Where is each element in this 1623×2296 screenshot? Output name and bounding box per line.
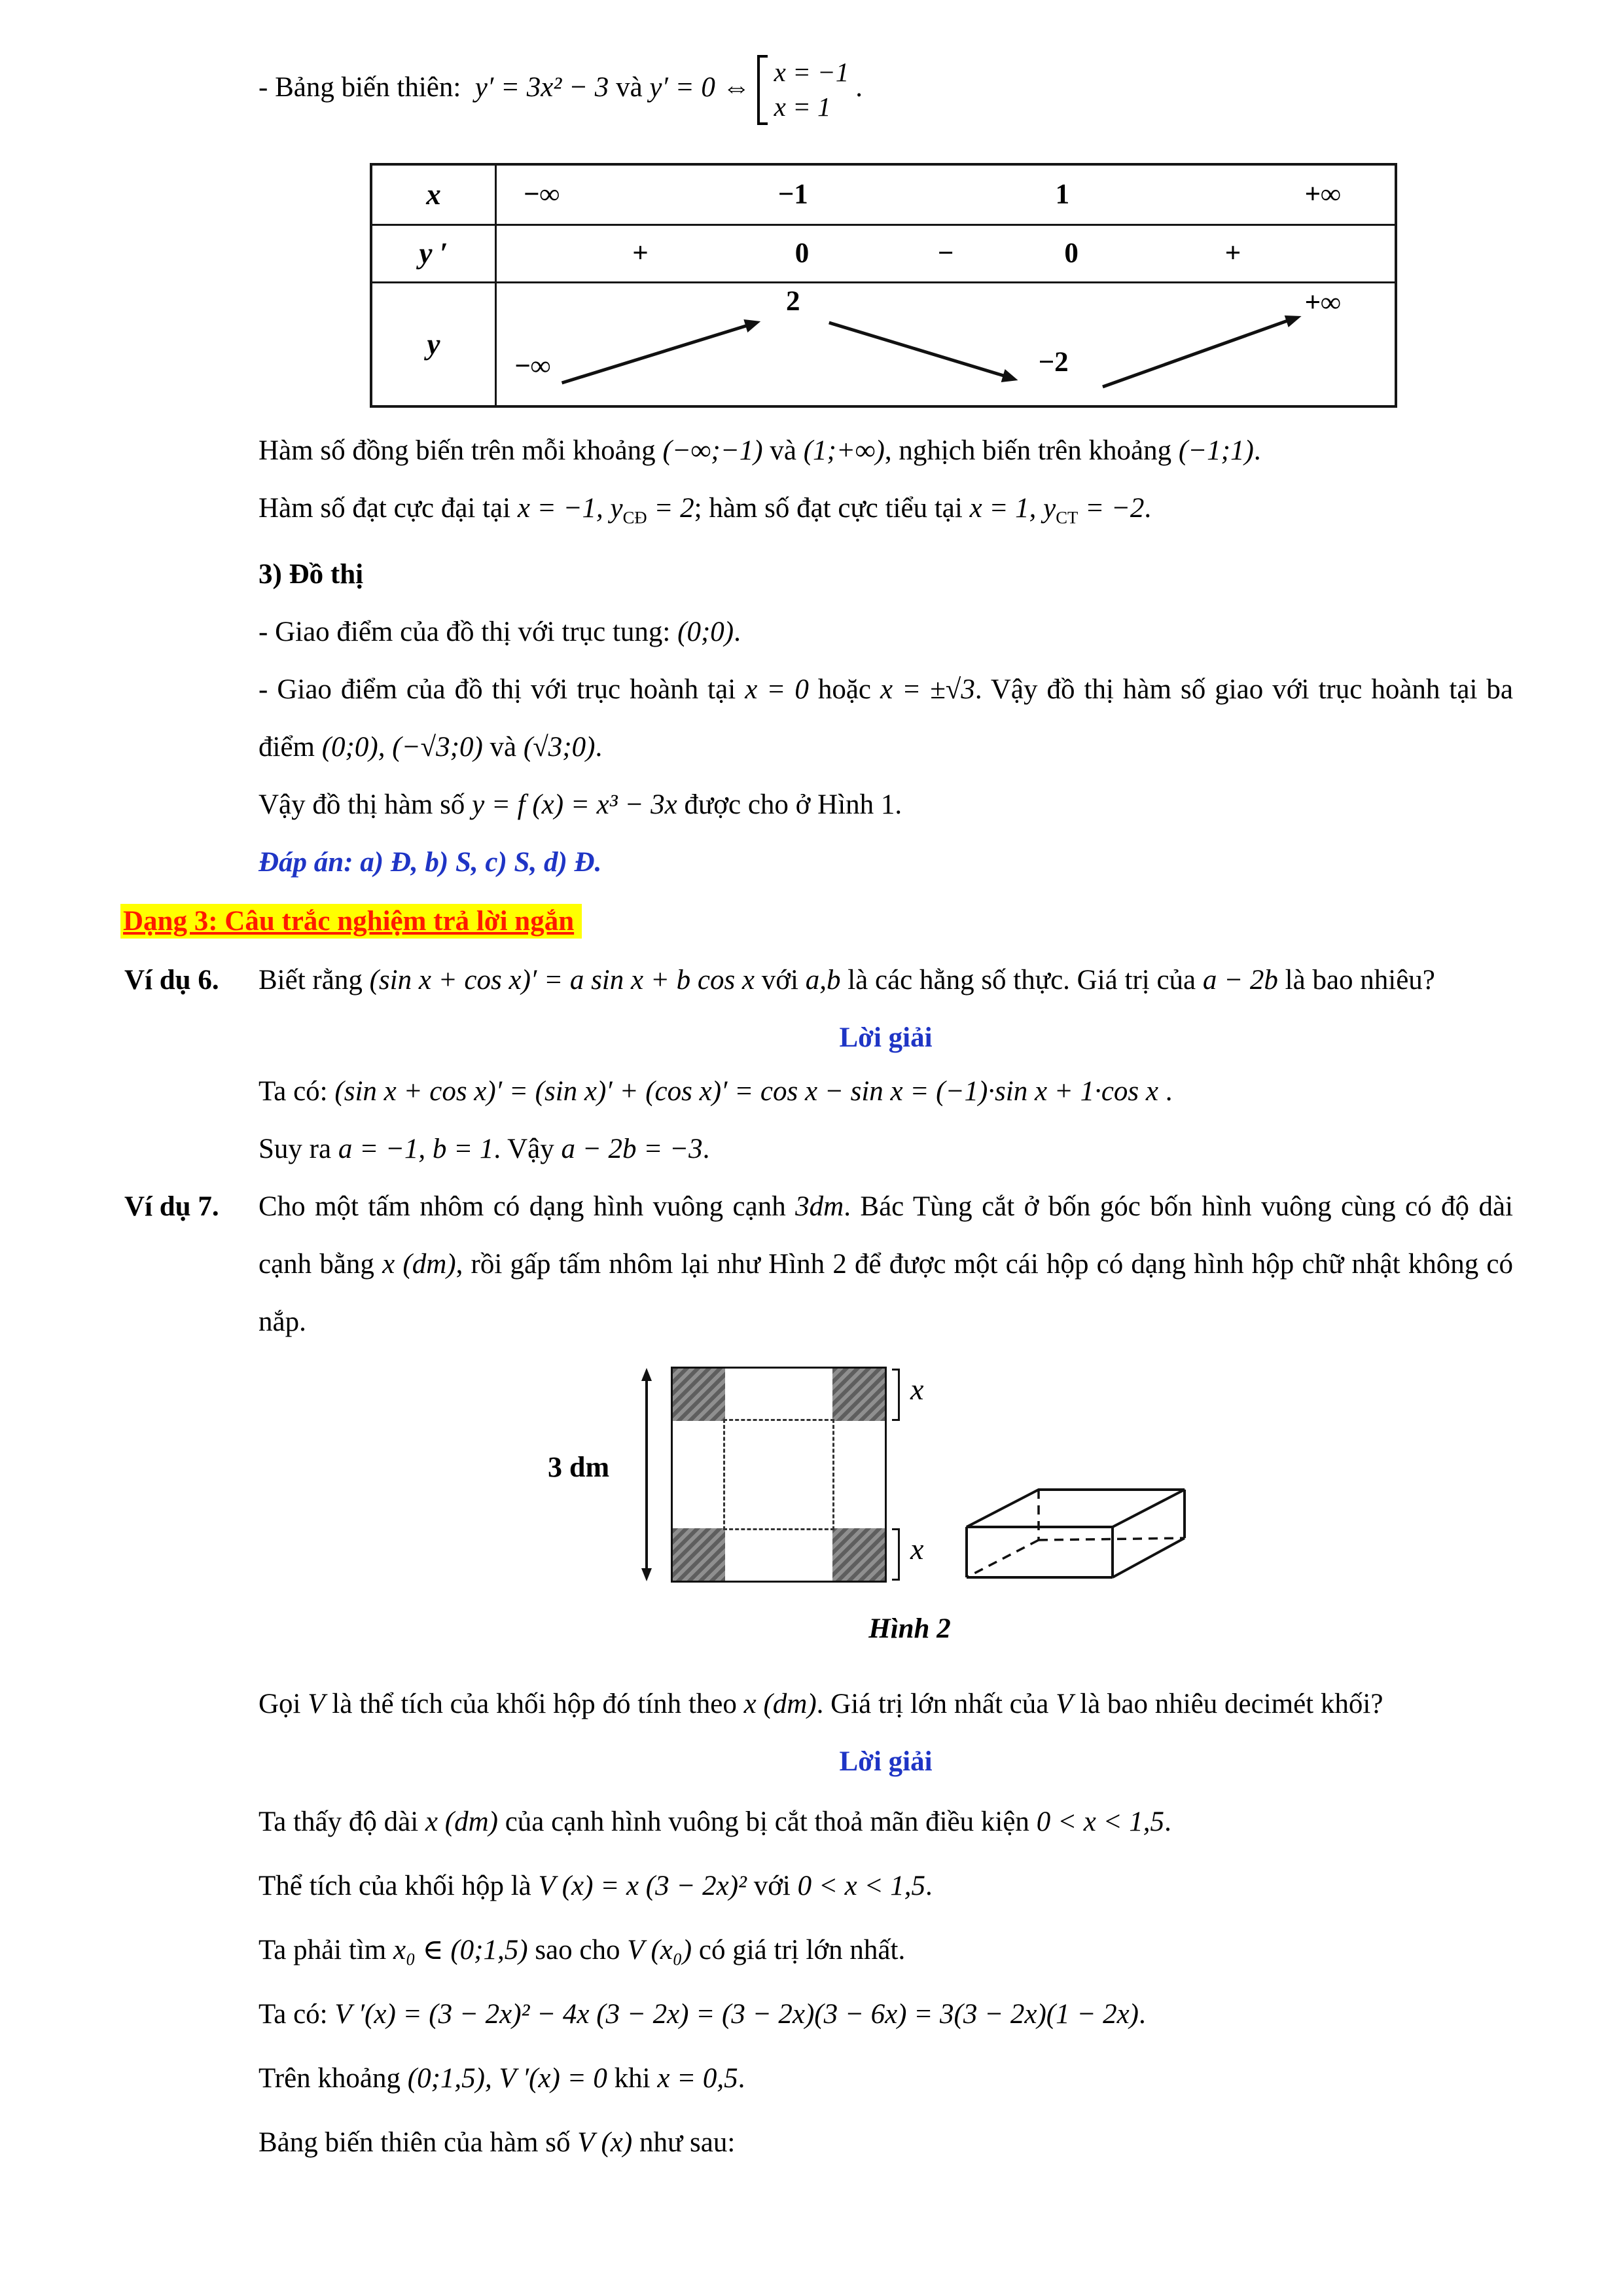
bbt-sign: −	[937, 238, 954, 269]
text-run: . Giá trị lớn nhất của	[816, 1688, 1056, 1719]
text-run: và	[482, 731, 524, 762]
text-run: ; hàm số đạt cực tiểu tại	[694, 492, 970, 524]
text-run: như sau:	[632, 2126, 736, 2158]
bbt-zero: 0	[1064, 238, 1079, 269]
answer-line	[259, 834, 1513, 891]
cut-corner-top-left	[673, 1369, 725, 1421]
math-run: (sin x + cos x)′ = a sin x + b cos x	[369, 964, 755, 996]
text-run: là bao nhiêu?	[1277, 964, 1435, 996]
bbt-head-x	[372, 166, 497, 224]
x-label-bottom: x	[910, 1532, 924, 1566]
text-run: sao cho	[527, 1934, 628, 1965]
text-run: Bảng biến thiên của hàm số	[259, 2126, 578, 2158]
text-run: Vậy đồ thị hàm số	[259, 789, 473, 820]
open-box-drawing	[959, 1465, 1194, 1596]
text-run: - Bảng biến thiên:	[259, 72, 461, 103]
example-6-label: Ví dụ 6.	[124, 964, 219, 996]
math-run: (sin x + cos x)′ = (sin x)′ + (cos x)′ = cos x − sin x = (−1)·sin x + 1·cos x	[334, 1075, 1158, 1107]
math-run: 0 < x < 1,5	[797, 1870, 925, 1901]
math-run: x (dm)	[425, 1806, 498, 1837]
para-vd6-sol-2	[259, 1121, 1513, 1178]
math-run: V ′(x) = (3 − 2x)² − 4x (3 − 2x) = (3 − 2x)(3 − 6x) = 3(3 − 2x)(1 − 2x)	[334, 1998, 1139, 2030]
para-bbt-intro	[259, 55, 1513, 125]
text-run: .	[925, 1870, 933, 1901]
bbt-head-y-prime	[372, 226, 497, 281]
text-run: là thể tích của khối hộp đó tính theo	[325, 1688, 744, 1719]
math-run: V (x) = x (3 − 2x)²	[538, 1870, 747, 1901]
para-sol7-3	[259, 1922, 1513, 1979]
text-run: - Giao điểm của đồ thị với trục tung:	[259, 616, 678, 647]
text-run: - Giao điểm của đồ thị với trục hoành tại	[259, 673, 745, 705]
para-sol7-5	[259, 2050, 1513, 2108]
text-run: Thể tích của khối hộp là	[259, 1870, 539, 1901]
fold-lines	[723, 1419, 834, 1530]
math-run: (1;+∞)	[803, 435, 885, 466]
math-run: (0;0), (−√3;0)	[321, 731, 483, 762]
math-run: 3dm	[795, 1191, 844, 1222]
x-dimension-tick-top	[892, 1369, 900, 1421]
text-run: với	[746, 1870, 798, 1901]
figure-caption: Hình 2	[868, 1613, 951, 1644]
para-truc-hoanh	[259, 661, 1513, 776]
bbt-x-minus-1: −1	[777, 179, 808, 210]
document-content	[124, 38, 1513, 2172]
text-run: Gọi	[259, 1688, 308, 1719]
math-run: (0;0)	[677, 616, 734, 647]
math-run: (−∞;−1)	[662, 435, 763, 466]
bbt-x-minus-inf: −∞	[524, 179, 560, 210]
solution-header-text: Lời giải	[839, 1746, 933, 1777]
text-run: .	[702, 1133, 710, 1164]
heading-do-thi	[259, 546, 1513, 603]
math-run: x = ±√3	[880, 673, 975, 705]
text-run: .	[1158, 1075, 1173, 1107]
math-run: x = −1	[774, 57, 849, 87]
text-run: của cạnh hình vuông bị cắt thoả mãn điều kiện	[497, 1806, 1037, 1837]
text-run: , rồi gấp tấm nhôm lại như Hình 2 để được một cái hộp có dạng hình hộp chữ nhật không có nắp.	[259, 1248, 1514, 1337]
text-run: Ta có:	[259, 1075, 335, 1107]
variation-arrows	[497, 283, 1395, 405]
para-monotonic	[259, 422, 1513, 480]
bbt-sign: +	[1224, 238, 1241, 269]
subscript-run: CĐ	[622, 507, 647, 527]
para-vd6-sol-1	[259, 1063, 1513, 1121]
math-run: (−1;1)	[1178, 435, 1254, 466]
text-run: , nghịch biến trên khoảng	[884, 435, 1179, 466]
text-run: Biết rằng	[259, 964, 370, 996]
text-run: được cho ở Hình 1.	[677, 789, 902, 820]
text-run: Cho một tấm nhôm có dạng hình vuông cạnh	[259, 1191, 796, 1222]
text-run: .	[595, 731, 603, 762]
math-run: y = f (x) = x³ − 3x	[472, 789, 677, 820]
text-run: hoặc	[808, 673, 881, 705]
cases-group	[757, 55, 849, 125]
net-square	[671, 1367, 887, 1583]
section-dang3	[120, 891, 1513, 952]
text-run: .	[1253, 435, 1261, 466]
para-extrema	[259, 480, 1513, 546]
bbt-row-y-prime	[372, 226, 1395, 283]
math-run: a,b	[805, 964, 841, 996]
left-bracket	[757, 55, 768, 125]
text-run: Ta phải tìm	[259, 1934, 393, 1965]
heading-do-thi-label: 3) Đồ thị	[259, 558, 364, 590]
bbt-y-max: 2	[786, 286, 800, 317]
math-run: V	[308, 1688, 325, 1719]
math-run: (√3;0)	[523, 731, 596, 762]
math-run: a − 2b = −3	[561, 1133, 703, 1164]
bbt-row-x	[372, 166, 1395, 226]
text-run: .	[738, 2062, 745, 2094]
bbt-head-x-label: x	[426, 178, 441, 211]
example-6-body	[259, 952, 1513, 1009]
solution-header-2	[259, 1737, 1513, 1787]
text-run: Ta có:	[259, 1998, 335, 2030]
cases-stack	[774, 55, 849, 125]
bbt-head-y	[372, 283, 497, 405]
text-run: Ta thấy độ dài	[259, 1806, 425, 1837]
para-sol7-2	[259, 1857, 1513, 1915]
para-goi-v	[259, 1676, 1513, 1733]
bbt-y-min: −2	[1038, 347, 1069, 378]
text-run: là bao nhiêu decimét khối?	[1073, 1688, 1383, 1719]
math-run: y′ = 0 ⇔	[649, 72, 751, 103]
text-run: Trên khoảng	[259, 2062, 408, 2094]
figure-hinh2	[259, 1360, 1513, 1666]
para-sol7-1	[259, 1793, 1513, 1851]
text-run: . Bác Tùng cắt ở bốn góc bốn hình vuông cùng có độ dài cạnh bằng	[259, 1191, 1513, 1280]
math-run: a − 2b	[1202, 964, 1278, 996]
math-run: y′ = 3x² − 3	[474, 72, 609, 103]
example-7	[124, 1178, 1513, 1351]
height-arrow	[637, 1367, 656, 1583]
cut-corner-bottom-left	[673, 1528, 725, 1581]
text-run: và	[762, 435, 804, 466]
bbt-x-1: 1	[1055, 179, 1070, 210]
math-run: x = 0,5	[657, 2062, 738, 2094]
math-run: a = −1, b = 1	[338, 1133, 494, 1164]
x-dimension-tick-bottom	[892, 1528, 900, 1581]
text-run: Suy ra	[259, 1133, 338, 1164]
math-run: V	[1056, 1688, 1073, 1719]
example-7-label: Ví dụ 7.	[124, 1191, 219, 1222]
text-run: .	[734, 616, 741, 647]
math-run: x = 0	[745, 673, 809, 705]
math-run: V (x₀)	[627, 1934, 692, 1965]
section-dang3-title: Dạng 3: Câu trắc nghiệm trả lời ngắn	[120, 904, 582, 939]
bbt-y-values	[497, 283, 1395, 405]
bbt-y-minus-inf: −∞	[514, 350, 551, 382]
text-run: có giá trị lớn nhất.	[692, 1934, 906, 1965]
bbt-zero: 0	[794, 238, 810, 269]
math-run: x = 1, y	[969, 492, 1056, 524]
variation-table	[370, 163, 1397, 408]
text-run: . Vậy	[493, 1133, 562, 1164]
example-6	[124, 952, 1513, 1009]
bbt-row-y	[372, 283, 1395, 405]
para-truc-tung	[259, 603, 1513, 661]
math-run: = −2	[1078, 492, 1145, 524]
text-run: với	[755, 964, 806, 996]
bbt-y-prime-values	[497, 226, 1395, 281]
math-run: x₀ ∈ (0;1,5)	[393, 1934, 528, 1965]
text-run: .	[855, 72, 863, 103]
solution-header-text: Lời giải	[839, 1022, 933, 1053]
bbt-head-y-label: y	[427, 327, 440, 361]
math-run: x = 1	[774, 92, 831, 122]
cut-corner-bottom-right	[832, 1528, 885, 1581]
answer-text: Đáp án: a) Đ, b) S, c) S, d) Đ.	[259, 846, 602, 878]
text-run: Hàm số đồng biến trên mỗi khoảng	[259, 435, 663, 466]
bbt-x-values	[497, 166, 1395, 224]
math-run: V (x)	[577, 2126, 633, 2158]
text-run: Hàm số đạt cực đại tại	[259, 492, 518, 524]
dimension-label: 3 dm	[548, 1450, 610, 1483]
para-graph-conclusion	[259, 776, 1513, 834]
bbt-sign: +	[632, 238, 649, 269]
bbt-y-plus-inf: +∞	[1304, 287, 1341, 319]
bbt-head-y-prime-label: y ′	[419, 237, 448, 270]
para-sol7-6	[259, 2114, 1513, 2172]
text-run: .	[1164, 1806, 1171, 1837]
cut-corner-top-right	[832, 1369, 885, 1421]
example-7-body	[259, 1178, 1513, 1351]
math-run: = 2	[647, 492, 694, 524]
bbt-x-plus-inf: +∞	[1304, 179, 1341, 210]
math-run: (0;1,5), V ′(x) = 0	[407, 2062, 607, 2094]
text-run: . Vậy đồ thị hàm số giao với trục hoành tại ba điểm	[259, 673, 1513, 762]
text-run: .	[1144, 492, 1152, 524]
x-label-top: x	[910, 1372, 924, 1406]
subscript-run: CT	[1056, 507, 1079, 527]
text-run: và	[609, 72, 650, 103]
solution-header-1	[259, 1013, 1513, 1063]
math-run: x (dm)	[382, 1248, 456, 1280]
text-run: khi	[607, 2062, 658, 2094]
math-run: x = −1, y	[517, 492, 623, 524]
math-run: x (dm)	[743, 1688, 817, 1719]
text-run: là các hằng số thực. Giá trị của	[840, 964, 1203, 996]
para-sol7-4	[259, 1986, 1513, 2043]
text-run: .	[1139, 1998, 1146, 2030]
math-run: 0 < x < 1,5	[1036, 1806, 1165, 1837]
